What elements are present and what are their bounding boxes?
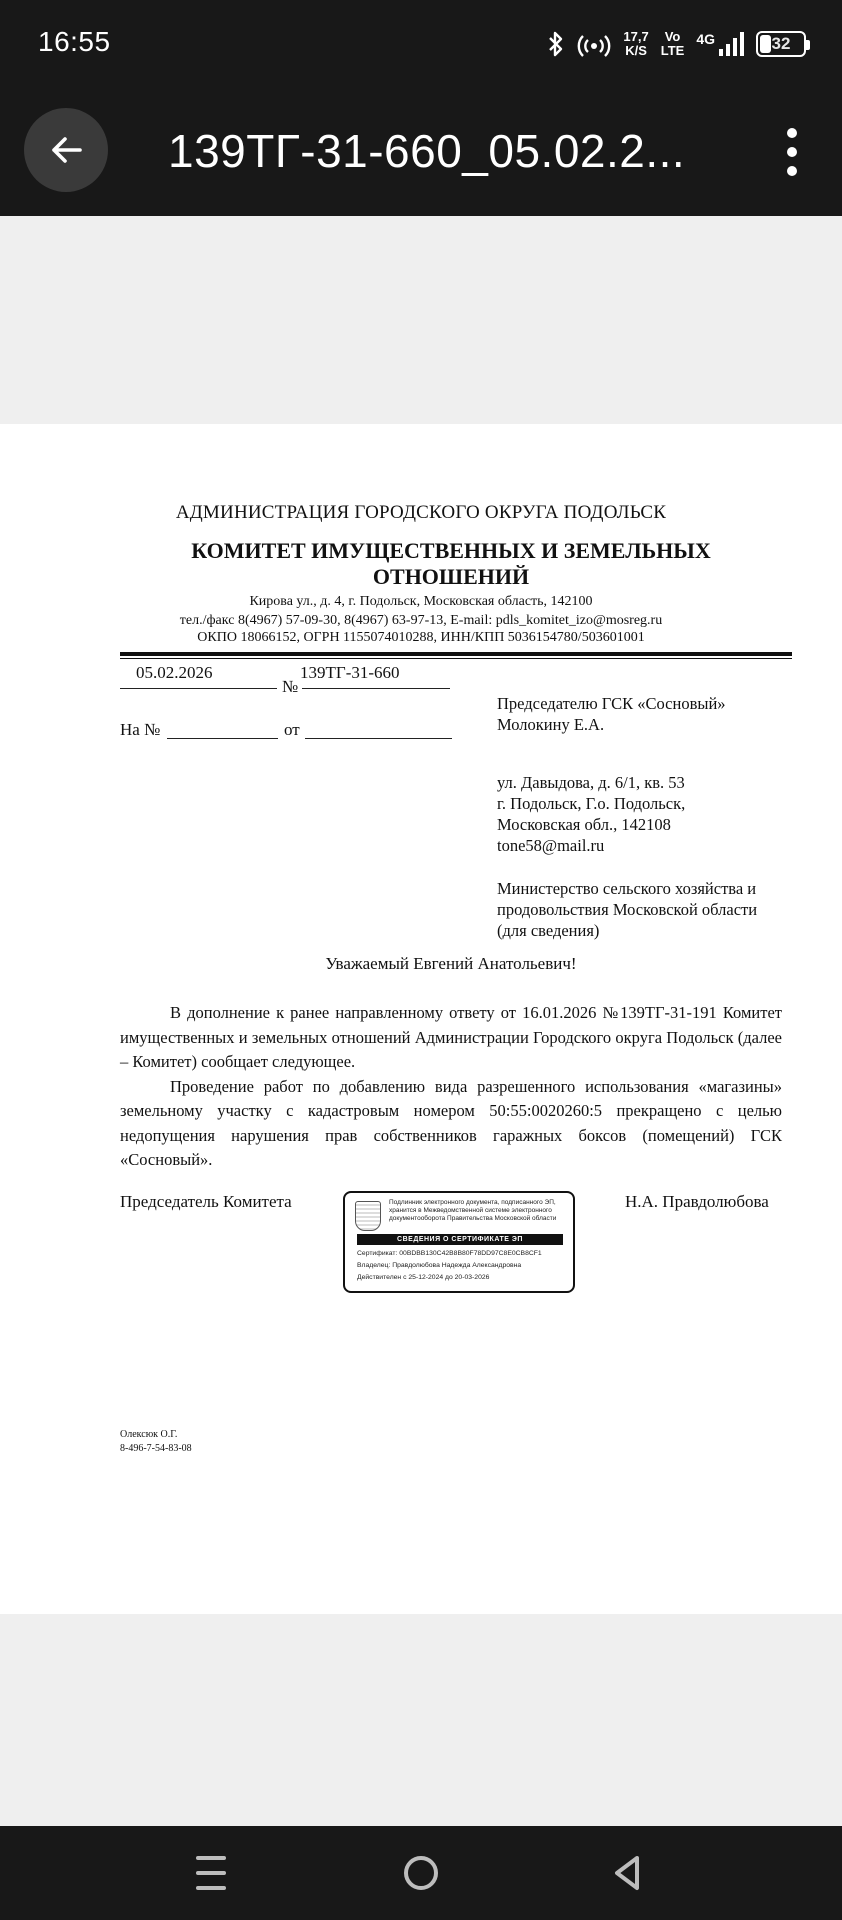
stamp-certificate: Сертификат: 00BDBB130C42B8B80F78DD97C8E0CB8CF1 [357,1250,542,1257]
more-options-button[interactable] [768,120,816,184]
signatory-title: Председатель Комитета [120,1192,292,1211]
battery-level: 32 [771,34,791,53]
header-address: Кирова ул., д. 4, г. Подольск, Московская область, 142100 [249,594,593,609]
menu-dot [787,166,797,176]
executor-name: Олексюк О.Г. [120,1429,178,1440]
reference-from-label: от [284,720,300,739]
copy-line: продовольствия Московской области [497,900,758,919]
recipient-email: tone58@mail.ru [497,836,605,855]
executor-phone: 8-496-7-54-83-08 [120,1443,192,1454]
header-administration: АДМИНИСТРАЦИЯ ГОРОДСКОГО ОКРУГА ПОДОЛЬСК [175,502,667,523]
header-contacts: тел./факс 8(4967) 57-09-30, 8(4967) 63-97-13, E-mail: pdls_komitet_izo@mosreg.ru [179,613,663,628]
status-bar [0,0,842,86]
network-type: 4G [696,31,715,47]
letter-body [120,1001,782,1173]
signatory-name: Н.А. Правдолюбова [625,1192,769,1211]
recipient-line: Молокину Е.А. [497,715,605,734]
status-icons [547,24,806,64]
back-icon[interactable] [612,1854,642,1892]
header-codes: ОКПО 18066152, ОГРН 1155074010288, ИНН/КПП 5036154780/503601001 [197,630,645,645]
electronic-signature-stamp [343,1191,575,1293]
registration-date: 05.02.2026 [136,663,213,682]
reference-underline [167,738,278,739]
network-speed-value: 17,7 [623,29,649,44]
back-button[interactable] [24,108,108,192]
reference-label: На № [120,720,161,739]
home-icon[interactable] [404,1856,438,1890]
registration-number-sign: № [282,677,299,696]
volte-bottom: LTE [660,43,685,58]
stamp-owner: Владелец: Правдолюбова Надежда Александровна [357,1262,522,1269]
recents-line [196,1886,226,1890]
stamp-validity: Действителен с 25-12-2024 до 20-03-2026 [357,1274,490,1281]
copy-line: (для сведения) [497,921,600,940]
header-rule [120,652,792,656]
registration-number: 139ТГ-31-660 [300,663,400,682]
recipient-line: Председателю ГСК «Сосновый» [497,694,726,713]
address-line: г. Подольск, Г.о. Подольск, [497,794,686,813]
menu-dot [787,147,797,157]
address-line: Московская обл., 142108 [497,815,671,834]
more-vertical-icon [787,128,797,138]
stamp-header: Подлинник электронного документа, подписанного ЭП, хранится в Межведомственной системе электронного документооборота Правительства Московской области [389,1199,557,1222]
greeting: Уважаемый Евгений Анатольевич! [325,954,577,973]
hotspot-icon [577,30,611,58]
navigation-bar [0,1826,842,1920]
bluetooth-icon [547,30,565,58]
copy-line: Министерство сельского хозяйства и [497,879,757,898]
volte-top: Vo [664,29,681,44]
recipient-block [497,693,726,735]
date-underline [120,688,277,689]
network-speed [623,30,648,58]
reference-from-underline [305,738,452,739]
copy-recipient [497,878,757,941]
recents-line [196,1871,226,1875]
signal-icon [696,31,744,57]
header-committee-line2: ОТНОШЕНИЙ [372,564,530,589]
recents-line [196,1856,226,1860]
stamp-title: СВЕДЕНИЯ О СЕРТИФИКАТЕ ЭП [357,1234,563,1245]
paragraph-2: Проведение работ по добавлению вида разрешенного использования «магазины» земельному участку с кадастровым номером 50:55:0020260:5 прекращено с целью недопущения нарушения прав собственников гаражных боксов (помещений) ГСК «Сосновый». [120,1076,782,1169]
app-bar [0,86,842,216]
document-title: 139ТГ-31-660_05.02.2... [168,125,686,177]
address-line: ул. Давыдова, д. 6/1, кв. 53 [497,773,685,792]
volte-indicator [661,30,685,58]
header-committee-line1: КОМИТЕТ ИМУЩЕСТВЕННЫХ И ЗЕМЕЛЬНЫХ [191,538,711,563]
header-committee [150,538,752,590]
pdf-viewer[interactable] [0,216,842,1826]
header-rule-thin [120,658,792,659]
status-time: 16:55 [38,26,111,57]
recipient-address [497,772,685,856]
document-page [0,424,842,1614]
executor-info [120,1428,192,1456]
battery-icon [756,31,806,57]
network-speed-unit: K/S [625,43,647,58]
arrow-left-icon [46,130,86,170]
battery-fill [760,35,771,53]
recents-icon[interactable] [196,1856,226,1890]
paragraph-1: В дополнение к ранее направленному ответу от 16.01.2026 №139ТГ-31-191 Комитет имущественных и земельных отношений Администрации Городского округа Подольск (далее – Комитет) сообщает следующее. [120,1003,782,1071]
coat-of-arms-icon [355,1201,381,1231]
number-underline [302,688,450,689]
